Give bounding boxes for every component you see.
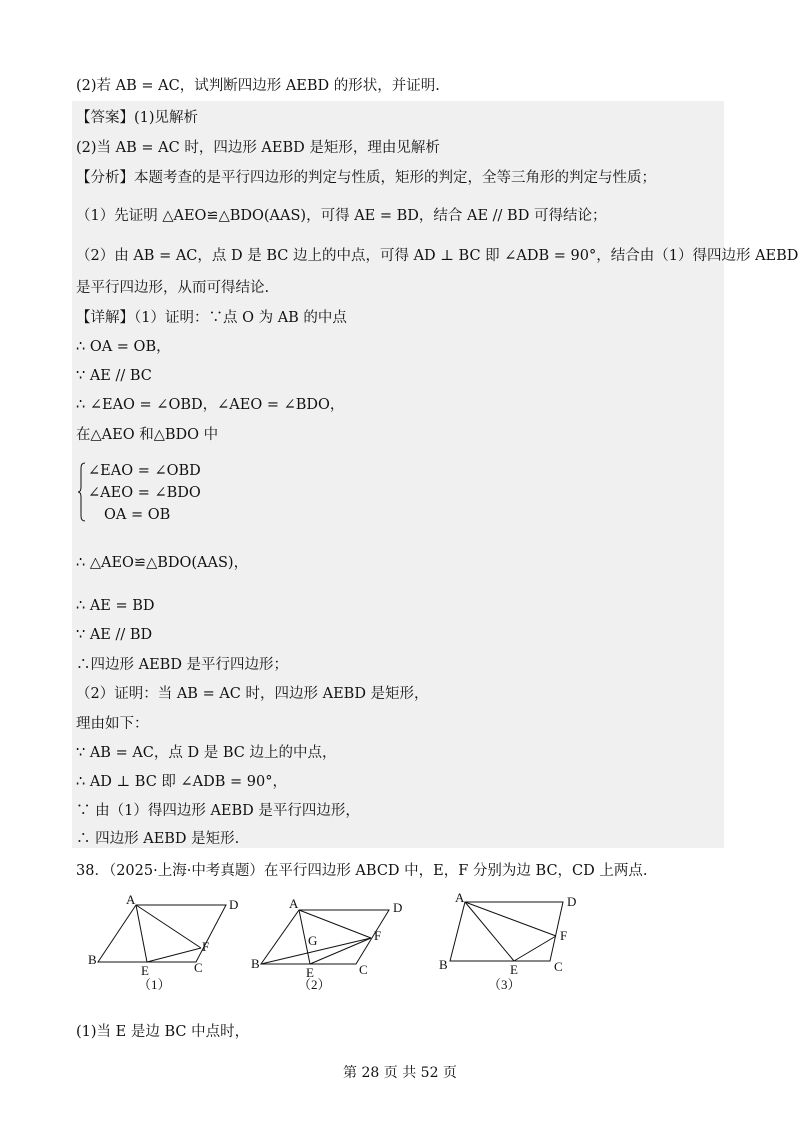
detail-line-2: ∴ OA = OB， xyxy=(76,339,171,355)
page-footer: 第 28 页 共 52 页 xyxy=(343,1065,457,1081)
question-38-part-1: (1)当 E 是边 BC 中点时， xyxy=(76,1024,250,1040)
detail-line-14: ∵ 由（1）得四边形 AEBD 是平行四边形， xyxy=(76,803,360,819)
detail-line-5: 在△AEO 和△BDO 中 xyxy=(76,427,219,443)
geometry-figures xyxy=(84,888,604,998)
fig3-label-e: E xyxy=(510,962,518,977)
fig2-label-e: E xyxy=(306,965,314,980)
fig2-label-g: G xyxy=(308,933,318,948)
fig1-label-e: E xyxy=(141,963,149,978)
fig2-label-d: D xyxy=(393,900,403,915)
question-part-2: (2)若 AB = AC，试判断四边形 AEBD 的形状，并证明. xyxy=(76,78,440,94)
analysis-line-1: 【分析】本题考查的是平行四边形的判定与性质，矩形的判定，全等三角形的判定与性质； xyxy=(76,170,656,186)
analysis-line-3: （2）由 AB = AC，点 D 是 BC 边上的中点，可得 AD ⊥ BC 即 ∠ADB = 90°，结合由（1）得四边形 AEBD xyxy=(76,248,799,264)
fig3-label-d: D xyxy=(567,894,577,909)
detail-line-6: ∴ △AEO≌△BDO(AAS)， xyxy=(76,555,249,571)
answer-line-2: (2)当 AB = AC 时，四边形 AEBD 是矩形，理由见解析 xyxy=(76,140,440,156)
analysis-line-2: （1）先证明 △AEO≌△BDO(AAS)，可得 AE = BD，结合 AE // BD 可得结论； xyxy=(76,208,607,224)
system-eq-1: ∠EAO = ∠OBD xyxy=(88,463,201,479)
detail-line-7: ∴ AE = BD xyxy=(76,598,155,614)
system-eq-3: OA = OB xyxy=(104,507,171,523)
detail-line-10: （2）证明：当 AB = AC 时，四边形 AEBD 是矩形， xyxy=(76,686,429,702)
fig1-label-b: B xyxy=(88,952,97,967)
detail-line-15: ∴ 四边形 AEBD 是矩形. xyxy=(76,831,240,847)
fig2-label-b: B xyxy=(251,956,260,971)
detail-line-8: ∵ AE // BD xyxy=(76,627,153,643)
fig1-caption: （1） xyxy=(138,977,171,992)
fig3-label-a: A xyxy=(455,890,465,905)
fig3-caption: （3） xyxy=(488,977,521,992)
system-eq-2: ∠AEO = ∠BDO xyxy=(88,485,201,501)
fig1-label-a: A xyxy=(126,892,136,907)
analysis-line-4: 是平行四边形，从而可得结论. xyxy=(76,280,270,296)
figure-2 xyxy=(261,910,389,964)
detail-line-11: 理由如下： xyxy=(76,716,149,732)
detail-line-9: ∴四边形 AEBD 是平行四边形； xyxy=(76,657,289,673)
detail-line-13: ∴ AD ⊥ BC 即 ∠ADB = 90°， xyxy=(76,774,287,790)
detail-line-4: ∴ ∠EAO = ∠OBD，∠AEO = ∠BDO， xyxy=(76,397,345,413)
fig3-label-b: B xyxy=(439,957,448,972)
fig2-label-a: A xyxy=(289,896,299,911)
question-38-stem: 38．（2025·上海·中考真题）在平行四边形 ABCD 中，E，F 分别为边 BC，CD 上两点. xyxy=(76,863,648,879)
fig1-label-c: C xyxy=(194,960,203,975)
fig2-label-f: F xyxy=(374,928,382,943)
figure-3 xyxy=(450,902,563,961)
detail-line-1: 【详解】（1）证明：∵点 O 为 AB 的中点 xyxy=(76,310,347,326)
answer-line-1: 【答案】(1)见解析 xyxy=(76,110,199,126)
detail-line-12: ∵ AB = AC，点 D 是 BC 边上的中点， xyxy=(76,745,337,761)
fig2-caption: （2） xyxy=(298,977,331,992)
fig3-label-c: C xyxy=(554,959,563,974)
fig1-label-d: D xyxy=(229,897,239,912)
fig1-label-f: F xyxy=(202,939,210,954)
detail-line-3: ∵ AE // BC xyxy=(76,368,152,384)
fig2-label-c: C xyxy=(359,962,368,977)
fig3-label-f: F xyxy=(560,928,568,943)
left-brace-icon xyxy=(78,462,86,522)
